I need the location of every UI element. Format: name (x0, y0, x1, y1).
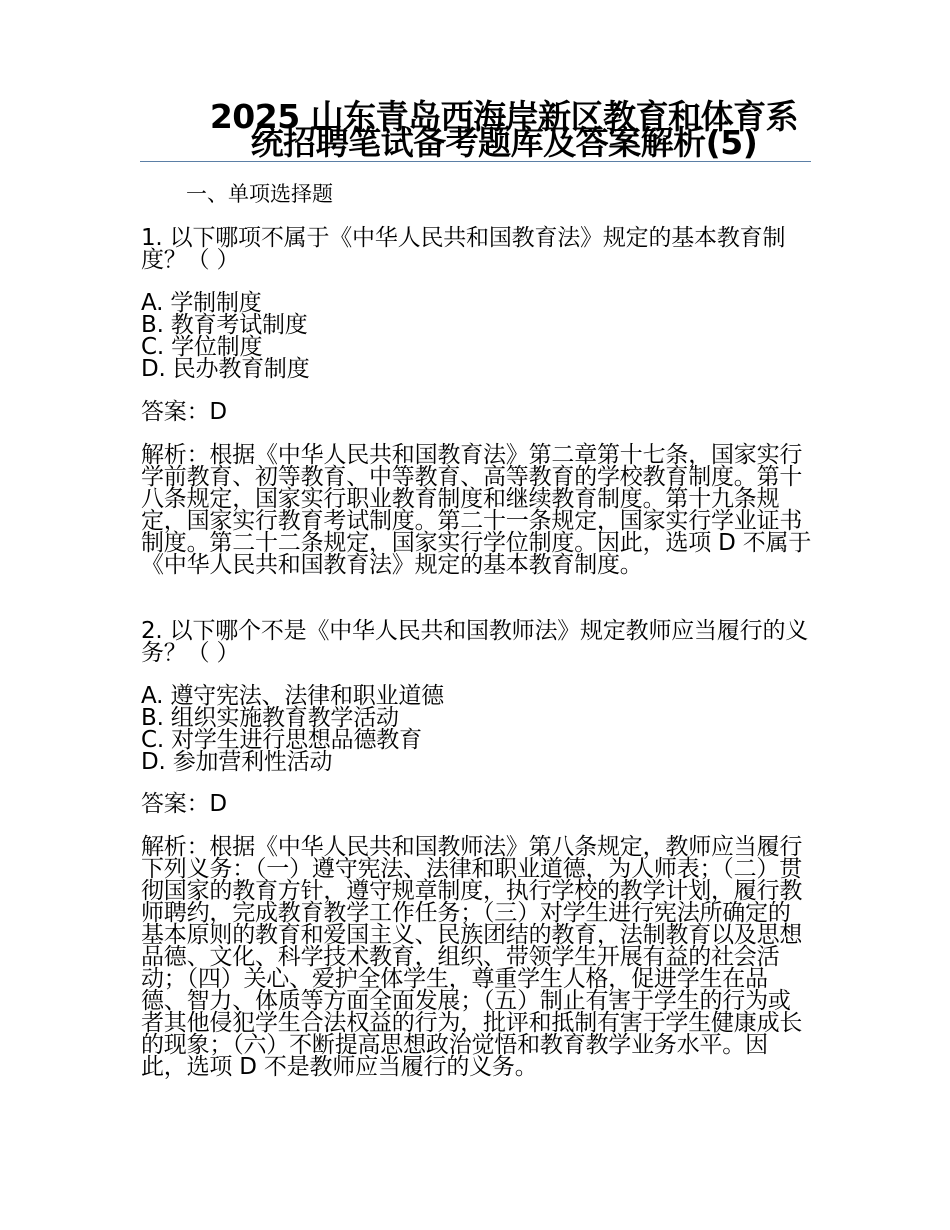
question-2-answer: 答案：D (141, 791, 227, 817)
question-1-analysis: 解析：根据《中华人民共和国教育法》第二章第十七条，国家实行学前教育、初等教育、中等教育、高等教育的学校教育制度。第十八条规定，国家实行职业教育制度和继续教育制度。第十九条规定，国家实行教育考试制度。第二十一条规定，国家实行学业证书制度。第二十二条规定，国家实行学位制度。因此，选项 D 不属于《中华人民共和国教育法》规定的基本教育制度。 (141, 442, 812, 578)
question-2-stem: 2. 以下哪个不是《中华人民共和国教师法》规定教师应当履行的义务？（ ） (141, 618, 809, 666)
question-1-option-a: A. 学制制度 (141, 290, 262, 316)
document-title: 2025 山东青岛西海岸新区教育和体育系统招聘笔试备考题库及答案解析(5) (209, 97, 799, 162)
question-2-option-a: A. 遵守宪法、法律和职业道德 (141, 683, 444, 709)
question-2-analysis: 解析：根据《中华人民共和国教师法》第八条规定，教师应当履行下列义务：（一）遵守宪法、法律和职业道德，为人师表；（二）贯彻国家的教育方针，遵守规章制度，执行学校的教学计划，履行教师聘约，完成教育教学工作任务；（三）对学生进行宪法所确定的基本原则的教育和爱国主义、民族团结的教育，法制教育以及思想品德、文化、科学技术教育，组织、带领学生开展有益的社会活动；（四）关心、爱护全体学生，尊重学生人格，促进学生在品德、智力、体质等方面全面发展；（五）制止有害于学生的行为或者其他侵犯学生合法权益的行为，批评和抵制有害于学生健康成长的现象；（六）不断提高思想政治觉悟和教育教学业务水平。因此，选项 D 不是教师应当履行的义务。 (141, 834, 803, 1080)
question-2-options (141, 685, 813, 773)
question-1-stem: 1. 以下哪项不属于《中华人民共和国教育法》规定的基本教育制度？（ ） (141, 225, 786, 273)
question-2-option-c: C. 对学生进行思想品德教育 (141, 727, 422, 753)
question-1-answer: 答案：D (141, 399, 227, 425)
section-heading: 一、单项选择题 (186, 182, 333, 206)
question-2-option-d: D. 参加营利性活动 (141, 749, 333, 775)
question-2-option-b: B. 组织实施教育教学活动 (141, 705, 399, 731)
question-1-option-c: C. 学位制度 (141, 334, 263, 360)
title-divider (140, 161, 811, 162)
question-1-option-b: B. 教育考试制度 (141, 312, 308, 338)
question-1-options (141, 292, 813, 380)
question-1-option-d: D. 民办教育制度 (141, 356, 310, 382)
